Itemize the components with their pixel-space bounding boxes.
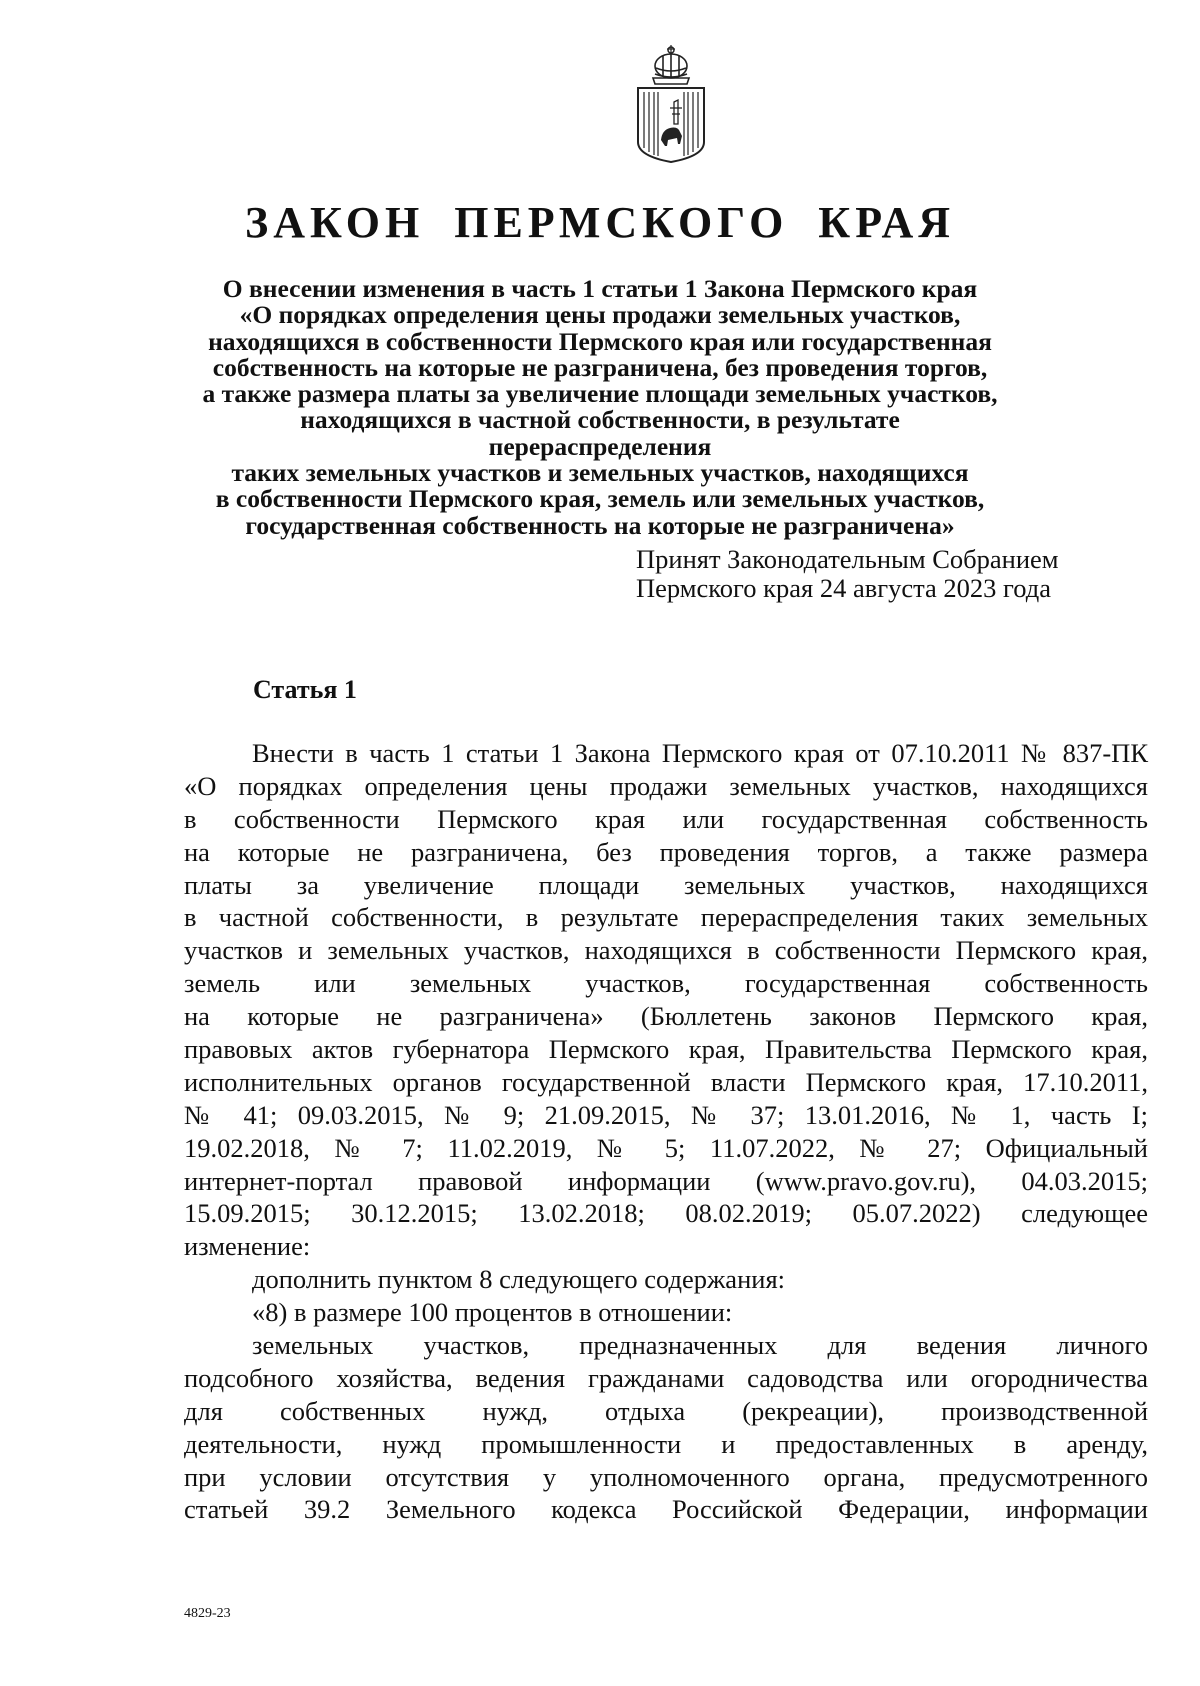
body-line: 19.02.2018, № 7; 11.02.2019, № 5; 11.07.2022, № 27; Официальный — [184, 1132, 1148, 1163]
body-line: в частной собственности, в результате перераспределения таких земельных — [184, 902, 1148, 933]
body-line: «8) в размере 100 процентов в отношении: — [252, 1297, 733, 1328]
subject-line: в собственности Пермского края, земель или земельных участков, — [215, 484, 985, 514]
body-line: земель или земельных участков, государственная собственность — [184, 968, 1148, 999]
subject-line: собственность на которые не разграничена, без проведения торгов, — [212, 352, 988, 382]
body-line: изменение: — [184, 1231, 311, 1262]
article-body — [184, 737, 1148, 1526]
body-line: 15.09.2015; 30.12.2015; 13.02.2018; 08.02.2019; 05.07.2022) следующее — [184, 1198, 1148, 1229]
body-line: участков и земельных участков, находящихся в собственности Пермского края, — [184, 935, 1148, 966]
body-line: дополнить пунктом 8 следующего содержания: — [252, 1264, 785, 1295]
subject-line: находящихся в частной собственности, в результате перераспределения — [300, 405, 900, 461]
adoption-note — [636, 545, 1156, 603]
body-line: на которые не разграничена, без проведения торгов, а также размера — [184, 836, 1148, 867]
subject-line: государственная собственность на которые не разграничена» — [245, 510, 955, 540]
body-line: подсобного хозяйства, ведения гражданами садоводства или огородничества — [184, 1362, 1148, 1393]
body-line: «О порядках определения цены продажи земельных участков, находящихся — [184, 770, 1148, 801]
subject-line: а также размера платы за увеличение площади земельных участков, — [202, 379, 998, 409]
law-subject — [200, 276, 1000, 539]
adoption-line: Пермского края 24 августа 2023 года — [636, 573, 1051, 603]
subject-line: «О порядках определения цены продажи земельных участков, — [239, 300, 961, 330]
body-line: при условии отсутствия у уполномоченного органа, предусмотренного — [184, 1461, 1148, 1492]
article-heading: Статья 1 — [253, 675, 357, 704]
document-number: 4829-23 — [184, 1606, 231, 1621]
subject-line: О внесении изменения в часть 1 статьи 1 Закона Пермского края — [222, 274, 978, 303]
body-line: платы за увеличение площади земельных участков, находящихся — [184, 869, 1148, 900]
body-line: деятельности, нужд промышленности и предоставленных в аренду, — [184, 1428, 1148, 1459]
body-line: для собственных нужд, отдыха (рекреации), производственной — [184, 1395, 1148, 1426]
coat-of-arms-emblem — [634, 44, 708, 164]
adoption-line: Принят Законодательным Собранием — [636, 544, 1059, 574]
body-line: Внести в часть 1 статьи 1 Закона Пермского края от 07.10.2011 № 837-ПК — [252, 738, 1148, 768]
law-title: ЗАКОН ПЕРМСКОГО КРАЯ — [244, 198, 956, 247]
body-line: статьей 39.2 Земельного кодекса Российской Федерации, информации — [184, 1494, 1148, 1525]
body-line: интернет-портал правовой информации (www.pravo.gov.ru), 04.03.2015; — [184, 1165, 1148, 1196]
body-line: исполнительных органов государственной власти Пермского края, 17.10.2011, — [184, 1066, 1148, 1097]
body-line: на которые не разграничена» (Бюллетень законов Пермского края, — [184, 1001, 1148, 1032]
subject-line: находящихся в собственности Пермского края или государственная — [208, 326, 992, 356]
body-line: № 41; 09.03.2015, № 9; 21.09.2015, № 37; 13.01.2016, № 1, часть I; — [184, 1099, 1148, 1130]
subject-line: таких земельных участков и земельных участков, находящихся — [231, 458, 969, 488]
body-line: земельных участков, предназначенных для ведения личного — [252, 1330, 1148, 1361]
body-line: в собственности Пермского края или государственная собственность — [184, 803, 1148, 834]
body-line: правовых актов губернатора Пермского края, Правительства Пермского края, — [184, 1034, 1148, 1065]
